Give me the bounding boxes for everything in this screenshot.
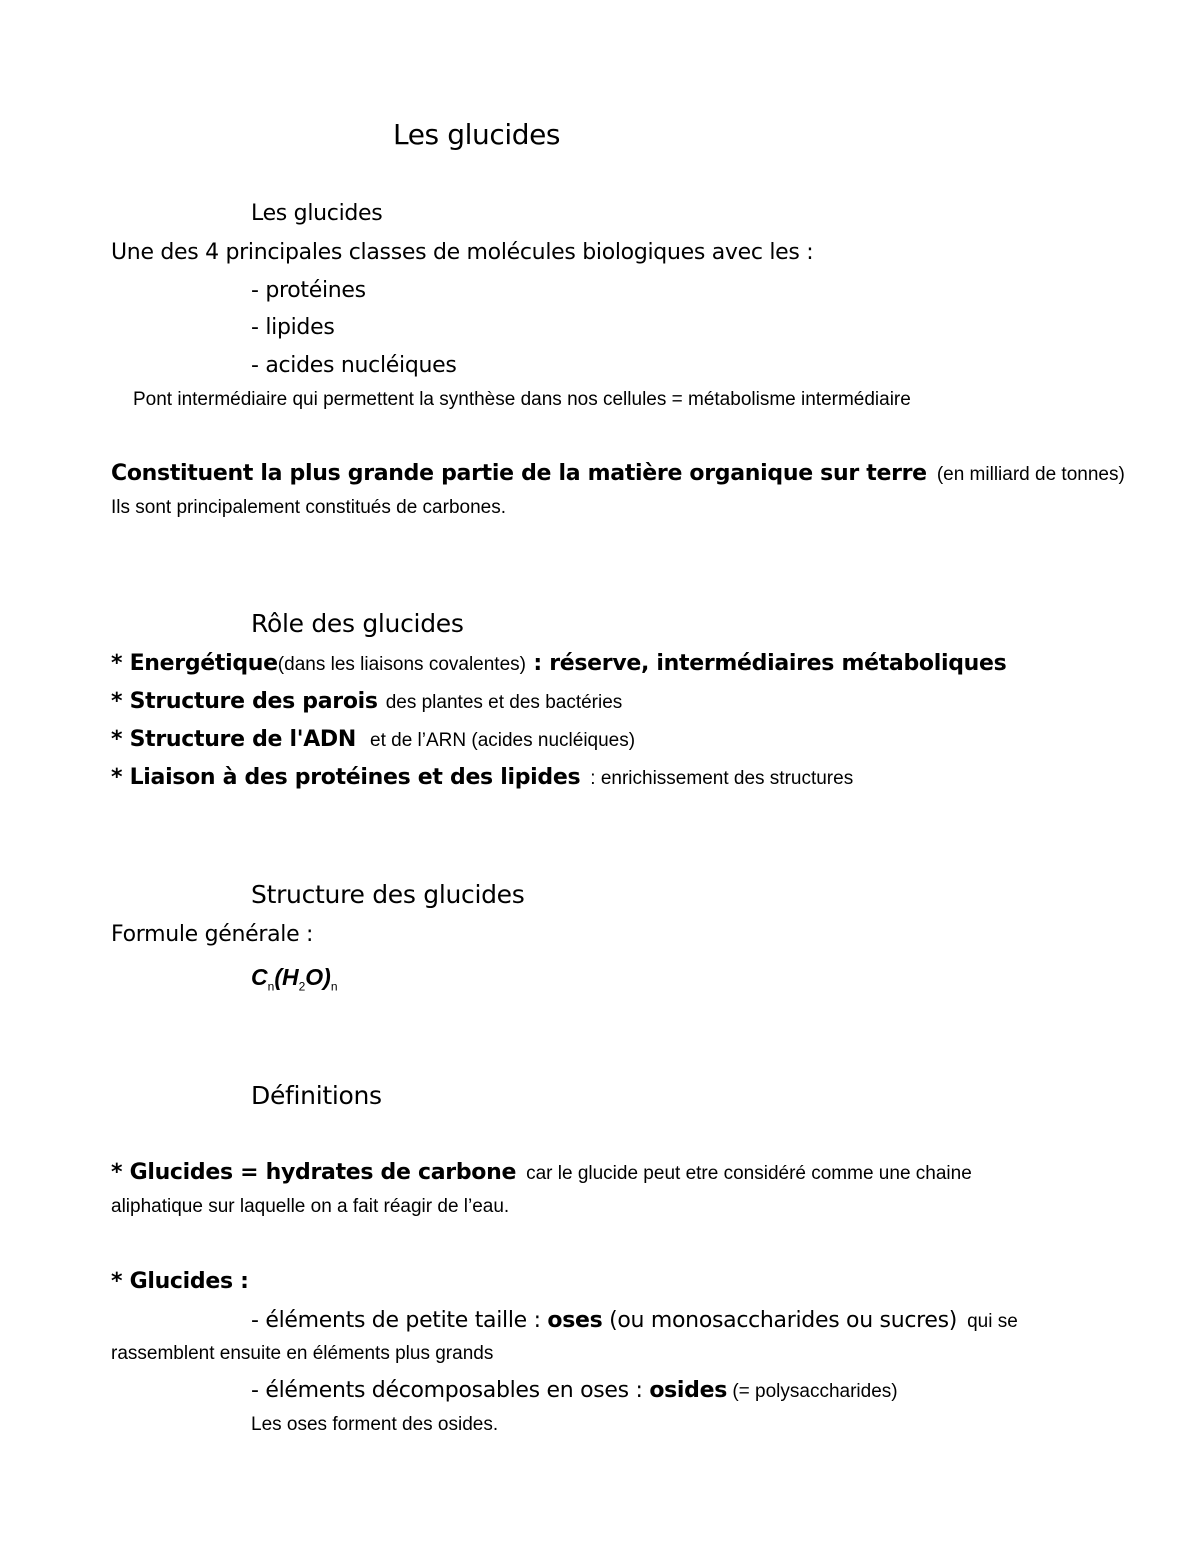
definition-text: car le glucide peut etre considéré comme une chaine: [526, 1163, 972, 1184]
role-item-bold: * Structure des parois: [111, 689, 378, 714]
subitem-continuation: rassemblent ensuite en éléments plus grands: [111, 1343, 494, 1364]
subitem-tail: qui se: [967, 1311, 1018, 1332]
role-item-tail: : réserve, intermédiaires métaboliques: [525, 651, 1007, 676]
role-item: [111, 727, 635, 753]
constituent-line: [111, 461, 1125, 487]
definition-bold: * Glucides = hydrates de carbone: [111, 1160, 517, 1185]
role-item-bold: * Liaison à des protéines et des lipides: [111, 765, 581, 790]
subitem-paren: (ou monosaccharides ou sucres): [602, 1308, 958, 1333]
role-item-text: et de l’ARN (acides nucléiques): [370, 730, 636, 751]
definition-subitem: [251, 1378, 898, 1404]
section-heading-role: Rôle des glucides: [251, 609, 464, 638]
role-item-text: : enrichissement des structures: [590, 768, 854, 789]
formula-subscript: n: [330, 979, 338, 994]
subitem-bold: osides: [649, 1378, 728, 1403]
page-title: Les glucides: [393, 118, 561, 151]
role-item: [111, 651, 1006, 677]
definition-subitem: [251, 1308, 1018, 1334]
list-item: - acides nucléiques: [251, 353, 457, 378]
formula-c: C: [251, 964, 268, 990]
section-heading-structure: Structure des glucides: [251, 880, 525, 909]
definition-continuation: aliphatique sur laquelle on a fait réagir de l’eau.: [111, 1196, 510, 1217]
role-item-bold: * Energétique: [111, 651, 278, 676]
section-heading-intro: Les glucides: [251, 201, 383, 226]
definition-label: * Glucides :: [111, 1269, 249, 1294]
formula-subscript: 2: [298, 979, 306, 994]
constituent-bold-text: Constituent la plus grande partie de la matière organique sur terre: [111, 461, 927, 486]
role-item: [111, 689, 622, 715]
intro-line: Une des 4 principales classes de molécules biologiques avec les :: [111, 240, 814, 265]
constituent-note: (en milliard de tonnes): [936, 464, 1125, 485]
general-formula: [251, 964, 338, 994]
role-item-text: (dans les liaisons covalentes): [277, 654, 526, 675]
definition-line: [111, 1160, 972, 1186]
formula-o: O): [305, 964, 331, 990]
list-item: - lipides: [251, 315, 335, 340]
subitem-bold: oses: [547, 1308, 603, 1333]
subitem-note: Les oses forment des osides.: [251, 1414, 499, 1435]
role-item: [111, 765, 853, 791]
subitem-tail: (= polysaccharides): [727, 1381, 898, 1402]
bridge-text: Pont intermédiaire qui permettent la synthèse dans nos cellules = métabolisme intermédiaire: [133, 389, 911, 410]
formula-label: Formule générale :: [111, 922, 314, 947]
section-heading-definitions: Définitions: [251, 1081, 382, 1110]
subitem-text: - éléments décomposables en oses :: [251, 1378, 650, 1403]
list-item: - protéines: [251, 278, 366, 303]
formula-subscript: n: [267, 979, 275, 994]
role-item-text: des plantes et des bactéries: [385, 692, 623, 713]
role-item-bold: * Structure de l'ADN: [111, 727, 356, 752]
carbon-text: Ils sont principalement constitués de carbones.: [111, 497, 506, 518]
subitem-text: - éléments de petite taille :: [251, 1308, 548, 1333]
formula-h: (H: [274, 964, 299, 990]
